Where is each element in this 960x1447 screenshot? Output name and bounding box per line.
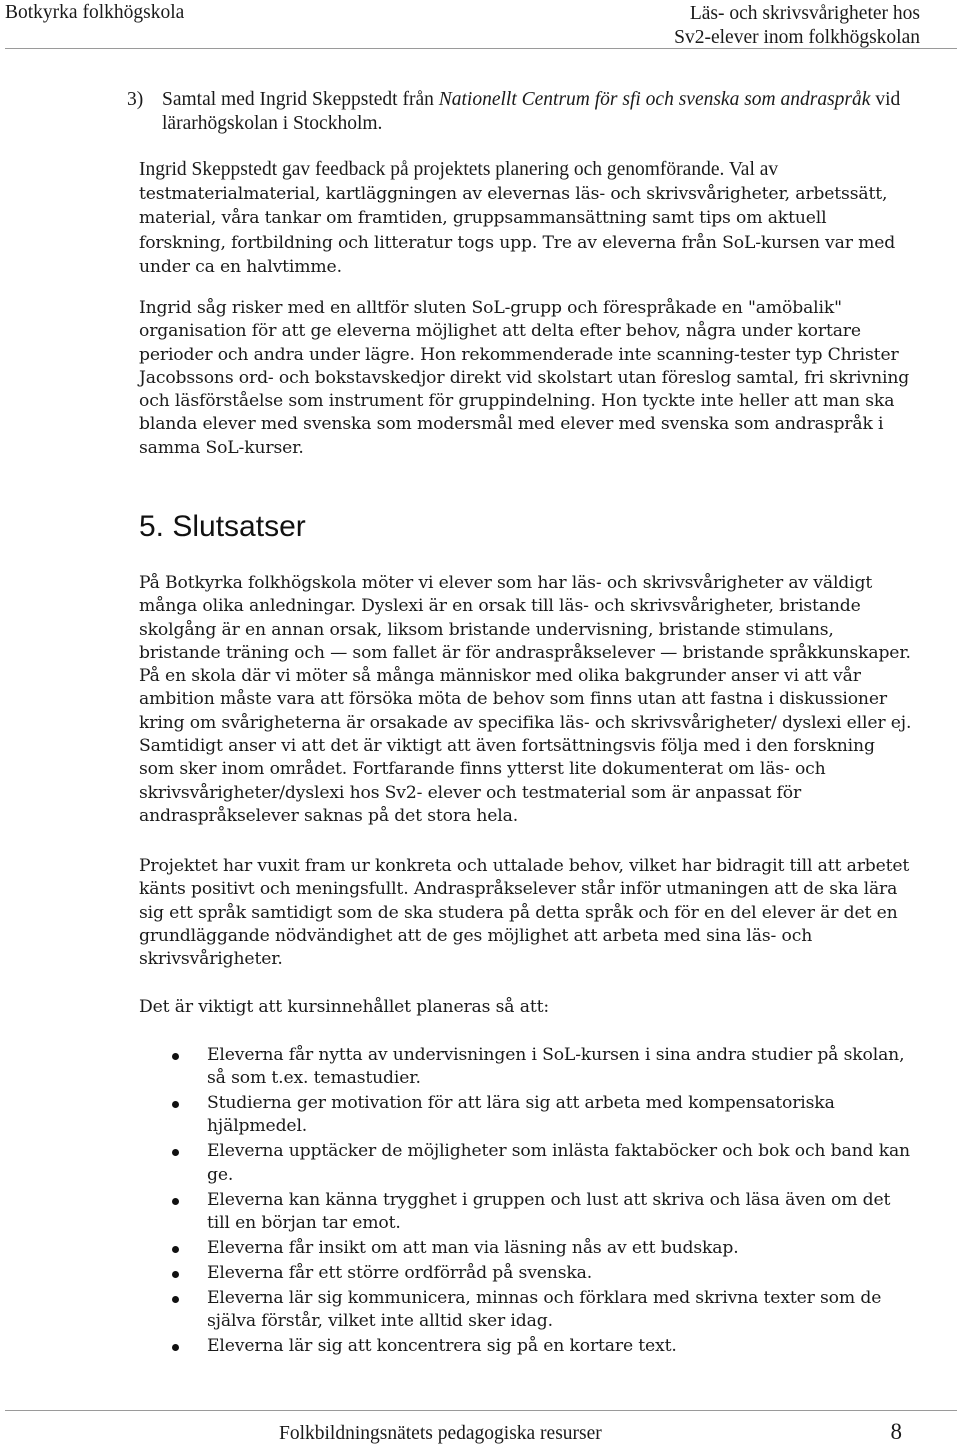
list-item-text: Eleverna får ett större ordförråd på svenska.: [207, 1262, 593, 1283]
bullet-dot-icon: [172, 1344, 179, 1351]
list-item-text: Eleverna upptäcker de möjligheter som inlästa faktaböcker och bok och band kan ge.: [207, 1141, 910, 1185]
page-header: [0, 0, 960, 50]
bullet-list: [139, 1044, 914, 1360]
paragraph-feedback: [139, 158, 914, 280]
list-item: [139, 1335, 914, 1358]
list-item-text: Eleverna lär sig kommunicera, minnas och förklara med skrivna texter som de själva förstår, vilket inte alltid sker idag.: [207, 1287, 882, 1331]
paragraph-risks: Ingrid såg risker med en alltför sluten SoL-grupp och förespråkade en "amöbalik" organisation för att ge eleverna möjlighet att delta efter behov, några under kortare perioder och andra under lägre. Hon rekommenderade inte scanning-tester typ Christer Jacobssons ord- och bokstavskedjor direkt vid skolstart utan föreslog samtal, fri skrivning och läsförståelse som instrument för gruppindelning. Hon tyckte inte heller att man ska blanda elever med svenska som modersmål med elever med svenska som andraspråk i samma SoL-kurser.: [139, 298, 910, 458]
bullet-dot-icon: [172, 1296, 179, 1303]
paragraph-feedback-part-2: testmaterialmaterial, kartläggningen av elevernas läs- och skrivsvårigheter, arbetssätt, material, våra tankar om framtiden, gruppsammansättning samt tips om aktuell forskning, fortbildning och litteratur togs upp.: [139, 183, 888, 253]
bullet-dot-icon: [172, 1198, 179, 1205]
list-item: [139, 1237, 914, 1260]
bullet-dot-icon: [172, 1271, 179, 1278]
bullet-dot-icon: [172, 1246, 179, 1253]
section-heading: 5. Slutsatser: [139, 510, 306, 543]
footer-source: Folkbildningsnätets pedagogiska resurser: [279, 1423, 602, 1444]
item-text-italic: Nationellt Centrum för sfi och svenska som andraspråk: [438, 89, 871, 110]
header-divider: [5, 48, 957, 49]
bullet-dot-icon: [172, 1101, 179, 1108]
list-item: [139, 1092, 914, 1139]
list-item-text: Studierna ger motivation för att lära sig att arbeta med kompensatoriska hjälpmedel.: [207, 1093, 835, 1137]
header-title-line-2: Sv2-elever inom folkhögskolan: [674, 27, 920, 48]
list-item-text: Eleverna får nytta av undervisningen i SoL-kursen i sina andra studier på skolan, så som t.ex. temastudier.: [207, 1045, 905, 1089]
item-text-end: vid lärarhögskolan i Stockholm.: [162, 89, 901, 134]
list-item: [139, 1262, 914, 1285]
list-item-text: Eleverna får insikt om att man via läsning nås av ett budskap.: [207, 1237, 739, 1258]
bullet-dot-icon: [172, 1053, 179, 1060]
paragraph-course-content-intro: Det är viktigt att kursinnehållet planeras så att:: [139, 997, 549, 1017]
header-title-line-1: Läs- och skrivsvårigheter hos: [689, 3, 920, 24]
header-document-title: [674, 2, 920, 50]
list-item: [139, 1287, 914, 1334]
bullet-dot-icon: [172, 1149, 179, 1156]
item-text: [162, 88, 902, 136]
item-text-start: Samtal med Ingrid Skeppstedt från: [162, 89, 439, 110]
list-item: [139, 1044, 914, 1091]
list-item-text: Eleverna kan känna trygghet i gruppen och lust att skriva och läsa även om det till en början tar emot.: [207, 1189, 891, 1233]
paragraph-project: Projektet har vuxit fram ur konkreta och uttalade behov, vilket har bidragit till att arbetet känts positivt och meningsfullt. Andraspråkselever står inför utmaningen att de ska lära sig ett språk samtidigt som de ska studera på detta språk och för en del elever är det en grundläggande nödvändighet att de ges möjlighet att arbeta med sina läs- och skrivsvårigheter.: [139, 856, 910, 970]
paragraph-feedback-part-3: Tre av eleverna från SoL-kursen var med under ca en halvtimme.: [139, 232, 896, 278]
paragraph-feedback-part-1: Ingrid Skeppstedt gav feedback på projektets planering och genomförande. Val av: [139, 159, 779, 180]
page-number: 8: [890, 1419, 902, 1444]
footer-divider: [5, 1410, 957, 1411]
paragraph-conclusions: På Botkyrka folkhögskola möter vi elever som har läs- och skrivsvårigheter av väldigt många olika anledningar. Dyslexi är en orsak till läs- och skrivsvårigheter, bristande skolgång är en annan orsak, liksom bristande undervisning, bristande stimulans, bristande träning och — som fallet är för andraspråkselever — bristande språkkunskaper. På en skola där vi möter så många människor med olika bakgrunder anser vi att vår ambition måste vara att försöka möta de behov som finns utan att fastna i diskussioner kring om svårigheterna är orsakade av specifika läs- och skrivsvårigheter/ dyslexi eller ej. Samtidigt anser vi att det är viktigt att även fortsättningsvis följa med i den forskning som sker inom området. Fortfarande finns ytterst lite dokumenterat om läs- och skrivsvårigheter/dyslexi hos Sv2- elever och testmaterial som är anpassat för andraspråkselever saknas på det stora hela.: [139, 573, 912, 826]
header-school-name: Botkyrka folkhögskola: [5, 2, 185, 23]
list-item: [139, 1140, 914, 1187]
list-item: [139, 1189, 914, 1236]
list-item-text: Eleverna lär sig att koncentrera sig på en kortare text.: [207, 1335, 677, 1356]
item-number: 3): [127, 89, 144, 110]
